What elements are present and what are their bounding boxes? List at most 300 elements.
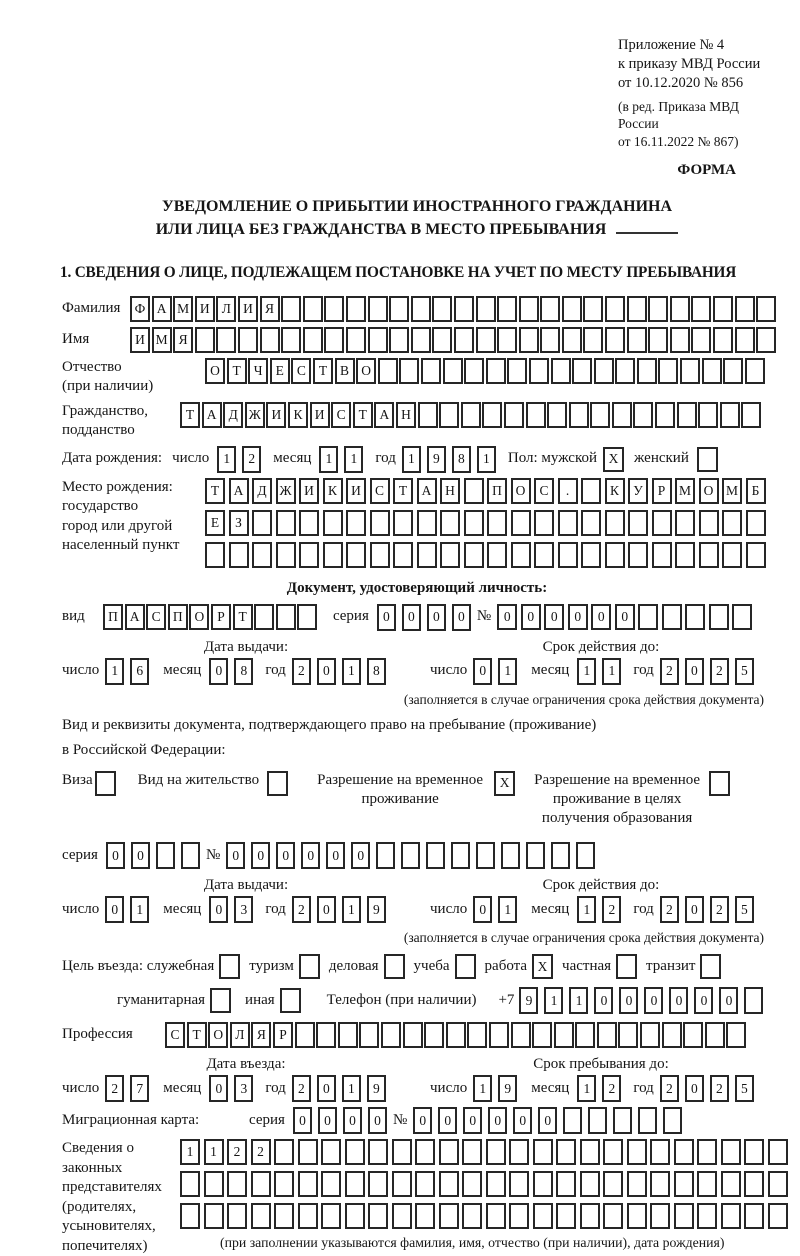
char-cell[interactable]: 0 (619, 987, 638, 1014)
char-cell[interactable] (323, 542, 343, 568)
char-cell[interactable]: 2 (292, 896, 311, 923)
char-cell[interactable] (276, 542, 296, 568)
rep-input-row2[interactable] (180, 1171, 791, 1197)
char-cell[interactable] (526, 402, 546, 428)
char-cell[interactable] (674, 1139, 694, 1165)
char-cell[interactable]: 2 (105, 1075, 124, 1102)
mig-number-input[interactable] (413, 1107, 688, 1134)
char-cell[interactable] (697, 1171, 717, 1197)
char-cell[interactable] (298, 1203, 318, 1229)
char-cell[interactable]: 0 (497, 604, 517, 630)
char-cell[interactable]: 0 (544, 604, 564, 630)
char-cell[interactable] (675, 542, 695, 568)
res-number-input[interactable] (226, 842, 601, 869)
char-cell[interactable] (554, 1022, 574, 1048)
char-cell[interactable]: 0 (615, 604, 635, 630)
purpose-transit-checkbox[interactable] (700, 954, 721, 979)
char-cell[interactable] (735, 327, 755, 353)
char-cell[interactable] (745, 358, 765, 384)
char-cell[interactable] (204, 1171, 224, 1197)
char-cell[interactable] (519, 327, 539, 353)
char-cell[interactable] (216, 327, 236, 353)
char-cell[interactable] (432, 327, 452, 353)
char-cell[interactable] (298, 1171, 318, 1197)
char-cell[interactable] (575, 1022, 595, 1048)
char-cell[interactable]: 0 (377, 604, 396, 631)
char-cell[interactable]: У (628, 478, 648, 504)
char-cell[interactable] (316, 1022, 336, 1048)
doc-number-input[interactable] (497, 604, 756, 630)
char-cell[interactable] (417, 542, 437, 568)
char-cell[interactable] (627, 1139, 647, 1165)
char-cell[interactable]: 0 (463, 1107, 482, 1134)
char-cell[interactable]: В (335, 358, 355, 384)
char-cell[interactable] (691, 296, 711, 322)
id-valid-day-input[interactable] (473, 658, 523, 685)
char-cell[interactable] (756, 327, 776, 353)
res-valid-day-input[interactable] (473, 896, 523, 923)
char-cell[interactable] (640, 1022, 660, 1048)
char-cell[interactable]: 0 (513, 1107, 532, 1134)
char-cell[interactable]: А (417, 478, 437, 504)
char-cell[interactable] (297, 604, 317, 630)
char-cell[interactable] (605, 327, 625, 353)
char-cell[interactable] (439, 402, 459, 428)
char-cell[interactable] (204, 1203, 224, 1229)
char-cell[interactable]: 0 (351, 842, 370, 869)
char-cell[interactable]: Я (173, 327, 193, 353)
char-cell[interactable]: Р (211, 604, 231, 630)
res-valid-year-input[interactable] (660, 896, 760, 923)
char-cell[interactable] (663, 1107, 682, 1134)
char-cell[interactable] (540, 327, 560, 353)
char-cell[interactable] (670, 296, 690, 322)
char-cell[interactable]: Н (396, 402, 416, 428)
char-cell[interactable]: Б (746, 478, 766, 504)
stay-month-input[interactable] (577, 1075, 627, 1102)
char-cell[interactable]: 1 (217, 446, 236, 473)
char-cell[interactable] (393, 510, 413, 536)
char-cell[interactable] (746, 542, 766, 568)
surname-input[interactable] (130, 296, 778, 322)
char-cell[interactable] (547, 402, 567, 428)
birthplace-input-row1[interactable] (205, 478, 769, 504)
res-issue-year-input[interactable] (292, 896, 392, 923)
char-cell[interactable] (580, 1139, 600, 1165)
char-cell[interactable] (648, 327, 668, 353)
char-cell[interactable] (303, 327, 323, 353)
char-cell[interactable]: 2 (660, 658, 679, 685)
char-cell[interactable] (181, 842, 200, 869)
char-cell[interactable] (509, 1171, 529, 1197)
char-cell[interactable] (403, 1022, 423, 1048)
char-cell[interactable] (652, 510, 672, 536)
char-cell[interactable] (670, 327, 690, 353)
purpose-work-checkbox[interactable] (532, 954, 553, 979)
temp-residence-edu-checkbox[interactable] (709, 771, 730, 796)
char-cell[interactable] (368, 1171, 388, 1197)
char-cell[interactable]: X (494, 771, 515, 796)
char-cell[interactable]: А (202, 402, 222, 428)
char-cell[interactable]: 0 (594, 987, 613, 1014)
char-cell[interactable]: Т (187, 1022, 207, 1048)
purpose-other-checkbox[interactable] (280, 988, 301, 1013)
char-cell[interactable]: Ж (276, 478, 296, 504)
char-cell[interactable] (628, 510, 648, 536)
char-cell[interactable] (323, 510, 343, 536)
char-cell[interactable] (721, 1139, 741, 1165)
char-cell[interactable] (638, 604, 658, 630)
char-cell[interactable]: 0 (685, 658, 704, 685)
char-cell[interactable]: 8 (234, 658, 253, 685)
purpose-private-checkbox[interactable] (616, 954, 637, 979)
char-cell[interactable] (464, 510, 484, 536)
char-cell[interactable] (210, 988, 231, 1013)
char-cell[interactable] (662, 1022, 682, 1048)
char-cell[interactable] (195, 327, 215, 353)
char-cell[interactable] (581, 478, 601, 504)
char-cell[interactable]: 0 (685, 896, 704, 923)
temp-residence-checkbox[interactable] (494, 771, 515, 796)
char-cell[interactable]: 9 (427, 446, 446, 473)
char-cell[interactable] (627, 1203, 647, 1229)
char-cell[interactable] (726, 1022, 746, 1048)
id-valid-month-input[interactable] (577, 658, 627, 685)
char-cell[interactable] (381, 1022, 401, 1048)
purpose-official-checkbox[interactable] (219, 954, 240, 979)
char-cell[interactable]: 0 (402, 604, 421, 631)
char-cell[interactable] (533, 1203, 553, 1229)
char-cell[interactable] (509, 1139, 529, 1165)
char-cell[interactable] (683, 1022, 703, 1048)
char-cell[interactable]: И (130, 327, 150, 353)
name-input[interactable] (130, 327, 778, 353)
char-cell[interactable]: 0 (276, 842, 295, 869)
char-cell[interactable]: Т (233, 604, 253, 630)
char-cell[interactable]: 2 (710, 896, 729, 923)
patronymic-input[interactable] (205, 358, 766, 384)
char-cell[interactable] (594, 358, 614, 384)
char-cell[interactable] (276, 604, 296, 630)
char-cell[interactable]: Р (273, 1022, 293, 1048)
char-cell[interactable] (486, 1139, 506, 1165)
char-cell[interactable]: 0 (368, 1107, 387, 1134)
char-cell[interactable] (274, 1171, 294, 1197)
char-cell[interactable] (359, 1022, 379, 1048)
char-cell[interactable] (732, 604, 752, 630)
char-cell[interactable]: 7 (130, 1075, 149, 1102)
char-cell[interactable]: Ж (245, 402, 265, 428)
char-cell[interactable]: Я (260, 296, 280, 322)
char-cell[interactable] (411, 327, 431, 353)
char-cell[interactable] (392, 1203, 412, 1229)
char-cell[interactable] (487, 510, 507, 536)
char-cell[interactable] (556, 1139, 576, 1165)
char-cell[interactable] (486, 1171, 506, 1197)
char-cell[interactable] (299, 542, 319, 568)
char-cell[interactable]: Л (216, 296, 236, 322)
res-valid-month-input[interactable] (577, 896, 627, 923)
char-cell[interactable]: 1 (344, 446, 363, 473)
char-cell[interactable]: С (165, 1022, 185, 1048)
char-cell[interactable] (392, 1171, 412, 1197)
char-cell[interactable] (558, 510, 578, 536)
char-cell[interactable] (511, 510, 531, 536)
char-cell[interactable] (556, 1203, 576, 1229)
char-cell[interactable] (482, 402, 502, 428)
char-cell[interactable] (424, 1022, 444, 1048)
char-cell[interactable] (497, 296, 517, 322)
char-cell[interactable]: 1 (498, 658, 517, 685)
char-cell[interactable] (462, 1139, 482, 1165)
char-cell[interactable]: Т (180, 402, 200, 428)
char-cell[interactable] (401, 842, 420, 869)
char-cell[interactable] (700, 954, 721, 979)
birthplace-input-row2[interactable] (205, 510, 769, 536)
char-cell[interactable] (370, 542, 390, 568)
char-cell[interactable]: П (168, 604, 188, 630)
char-cell[interactable]: 1 (204, 1139, 224, 1165)
char-cell[interactable]: 0 (473, 658, 492, 685)
char-cell[interactable] (252, 510, 272, 536)
residence-permit-checkbox[interactable] (267, 771, 288, 796)
purpose-tourism-checkbox[interactable] (299, 954, 320, 979)
char-cell[interactable]: 1 (498, 896, 517, 923)
char-cell[interactable] (709, 604, 729, 630)
char-cell[interactable] (558, 542, 578, 568)
char-cell[interactable] (346, 542, 366, 568)
char-cell[interactable] (713, 327, 733, 353)
char-cell[interactable] (368, 1139, 388, 1165)
char-cell[interactable] (540, 296, 560, 322)
char-cell[interactable] (562, 296, 582, 322)
char-cell[interactable] (744, 1171, 764, 1197)
char-cell[interactable]: 1 (473, 1075, 492, 1102)
char-cell[interactable] (486, 1203, 506, 1229)
char-cell[interactable]: 2 (710, 1075, 729, 1102)
citizenship-input[interactable] (180, 402, 763, 428)
char-cell[interactable]: Е (270, 358, 290, 384)
char-cell[interactable] (735, 296, 755, 322)
entry-year-input[interactable] (292, 1075, 392, 1102)
char-cell[interactable] (674, 1203, 694, 1229)
char-cell[interactable]: М (173, 296, 193, 322)
char-cell[interactable] (532, 1022, 552, 1048)
char-cell[interactable] (346, 510, 366, 536)
char-cell[interactable]: О (511, 478, 531, 504)
char-cell[interactable] (443, 358, 463, 384)
char-cell[interactable] (563, 1107, 582, 1134)
char-cell[interactable] (415, 1171, 435, 1197)
char-cell[interactable]: И (238, 296, 258, 322)
char-cell[interactable]: 1 (577, 1075, 596, 1102)
char-cell[interactable]: 0 (209, 1075, 228, 1102)
char-cell[interactable] (180, 1171, 200, 1197)
char-cell[interactable] (276, 510, 296, 536)
char-cell[interactable] (569, 402, 589, 428)
char-cell[interactable] (697, 447, 718, 472)
char-cell[interactable]: 0 (293, 1107, 312, 1134)
char-cell[interactable]: 1 (569, 987, 588, 1014)
char-cell[interactable] (281, 296, 301, 322)
char-cell[interactable] (551, 358, 571, 384)
char-cell[interactable]: Т (353, 402, 373, 428)
rep-input-row3[interactable] (180, 1203, 791, 1229)
char-cell[interactable]: 8 (367, 658, 386, 685)
char-cell[interactable]: 1 (105, 658, 124, 685)
char-cell[interactable]: 0 (694, 987, 713, 1014)
char-cell[interactable]: 2 (602, 896, 621, 923)
char-cell[interactable]: 1 (544, 987, 563, 1014)
char-cell[interactable] (699, 510, 719, 536)
char-cell[interactable]: 1 (130, 896, 149, 923)
char-cell[interactable] (180, 1203, 200, 1229)
char-cell[interactable] (439, 1139, 459, 1165)
char-cell[interactable]: 2 (227, 1139, 247, 1165)
char-cell[interactable] (662, 604, 682, 630)
char-cell[interactable]: 5 (735, 1075, 754, 1102)
char-cell[interactable]: 5 (735, 658, 754, 685)
visa-checkbox[interactable] (95, 771, 116, 796)
char-cell[interactable]: X (603, 447, 624, 472)
char-cell[interactable]: Ф (130, 296, 150, 322)
char-cell[interactable] (299, 954, 320, 979)
stay-year-input[interactable] (660, 1075, 760, 1102)
char-cell[interactable] (439, 1203, 459, 1229)
char-cell[interactable]: И (266, 402, 286, 428)
char-cell[interactable]: 0 (301, 842, 320, 869)
char-cell[interactable] (650, 1203, 670, 1229)
char-cell[interactable] (346, 296, 366, 322)
char-cell[interactable] (368, 327, 388, 353)
char-cell[interactable]: 0 (719, 987, 738, 1014)
char-cell[interactable]: И (346, 478, 366, 504)
char-cell[interactable] (627, 327, 647, 353)
char-cell[interactable]: О (356, 358, 376, 384)
char-cell[interactable]: М (722, 478, 742, 504)
rep-input-row1[interactable] (180, 1139, 791, 1165)
char-cell[interactable]: 0 (226, 842, 245, 869)
char-cell[interactable]: 0 (317, 658, 336, 685)
char-cell[interactable]: Т (227, 358, 247, 384)
stay-day-input[interactable] (473, 1075, 523, 1102)
char-cell[interactable] (507, 358, 527, 384)
char-cell[interactable] (418, 402, 438, 428)
char-cell[interactable] (709, 771, 730, 796)
char-cell[interactable]: 9 (519, 987, 538, 1014)
char-cell[interactable]: 3 (234, 896, 253, 923)
sex-female-checkbox[interactable] (697, 447, 718, 472)
char-cell[interactable]: 0 (413, 1107, 432, 1134)
char-cell[interactable] (572, 358, 592, 384)
res-series-input[interactable] (106, 842, 206, 869)
char-cell[interactable]: Т (313, 358, 333, 384)
char-cell[interactable] (603, 1139, 623, 1165)
char-cell[interactable]: 0 (209, 658, 228, 685)
char-cell[interactable]: А (125, 604, 145, 630)
char-cell[interactable] (616, 954, 637, 979)
res-issue-day-input[interactable] (105, 896, 155, 923)
char-cell[interactable] (650, 1171, 670, 1197)
char-cell[interactable]: 1 (342, 658, 361, 685)
char-cell[interactable]: 2 (660, 1075, 679, 1102)
char-cell[interactable]: О (189, 604, 209, 630)
char-cell[interactable] (533, 1139, 553, 1165)
char-cell[interactable]: Д (223, 402, 243, 428)
char-cell[interactable] (504, 402, 524, 428)
char-cell[interactable]: 0 (644, 987, 663, 1014)
char-cell[interactable]: 0 (521, 604, 541, 630)
char-cell[interactable] (702, 358, 722, 384)
char-cell[interactable] (511, 1022, 531, 1048)
char-cell[interactable]: 0 (685, 1075, 704, 1102)
char-cell[interactable] (454, 296, 474, 322)
char-cell[interactable] (658, 358, 678, 384)
char-cell[interactable] (345, 1171, 365, 1197)
char-cell[interactable] (612, 402, 632, 428)
char-cell[interactable] (697, 1139, 717, 1165)
char-cell[interactable] (389, 327, 409, 353)
char-cell[interactable]: 0 (438, 1107, 457, 1134)
char-cell[interactable] (722, 510, 742, 536)
char-cell[interactable]: К (288, 402, 308, 428)
char-cell[interactable] (638, 1107, 657, 1134)
char-cell[interactable] (605, 510, 625, 536)
birth-month-input[interactable] (319, 446, 369, 473)
char-cell[interactable] (511, 542, 531, 568)
char-cell[interactable]: 2 (251, 1139, 271, 1165)
entry-day-input[interactable] (105, 1075, 155, 1102)
char-cell[interactable] (476, 327, 496, 353)
char-cell[interactable]: А (374, 402, 394, 428)
char-cell[interactable]: 2 (292, 1075, 311, 1102)
char-cell[interactable] (454, 327, 474, 353)
char-cell[interactable] (627, 296, 647, 322)
char-cell[interactable] (432, 296, 452, 322)
char-cell[interactable] (415, 1203, 435, 1229)
char-cell[interactable] (378, 358, 398, 384)
char-cell[interactable]: 6 (130, 658, 149, 685)
char-cell[interactable] (464, 478, 484, 504)
char-cell[interactable] (534, 542, 554, 568)
doc-series-input[interactable] (377, 604, 477, 631)
char-cell[interactable]: 1 (602, 658, 621, 685)
char-cell[interactable]: 0 (209, 896, 228, 923)
char-cell[interactable]: 0 (326, 842, 345, 869)
char-cell[interactable]: О (699, 478, 719, 504)
char-cell[interactable]: 0 (106, 842, 125, 869)
char-cell[interactable] (605, 542, 625, 568)
char-cell[interactable]: . (558, 478, 578, 504)
char-cell[interactable] (721, 1203, 741, 1229)
char-cell[interactable] (605, 296, 625, 322)
char-cell[interactable] (580, 1171, 600, 1197)
char-cell[interactable] (467, 1022, 487, 1048)
char-cell[interactable] (346, 327, 366, 353)
char-cell[interactable] (529, 358, 549, 384)
char-cell[interactable] (476, 842, 495, 869)
char-cell[interactable] (393, 542, 413, 568)
char-cell[interactable] (583, 296, 603, 322)
char-cell[interactable]: 1 (319, 446, 338, 473)
purpose-business-checkbox[interactable] (384, 954, 405, 979)
char-cell[interactable] (295, 1022, 315, 1048)
char-cell[interactable] (497, 327, 517, 353)
char-cell[interactable]: 9 (367, 896, 386, 923)
char-cell[interactable]: Т (393, 478, 413, 504)
char-cell[interactable] (446, 1022, 466, 1048)
char-cell[interactable]: 2 (660, 896, 679, 923)
